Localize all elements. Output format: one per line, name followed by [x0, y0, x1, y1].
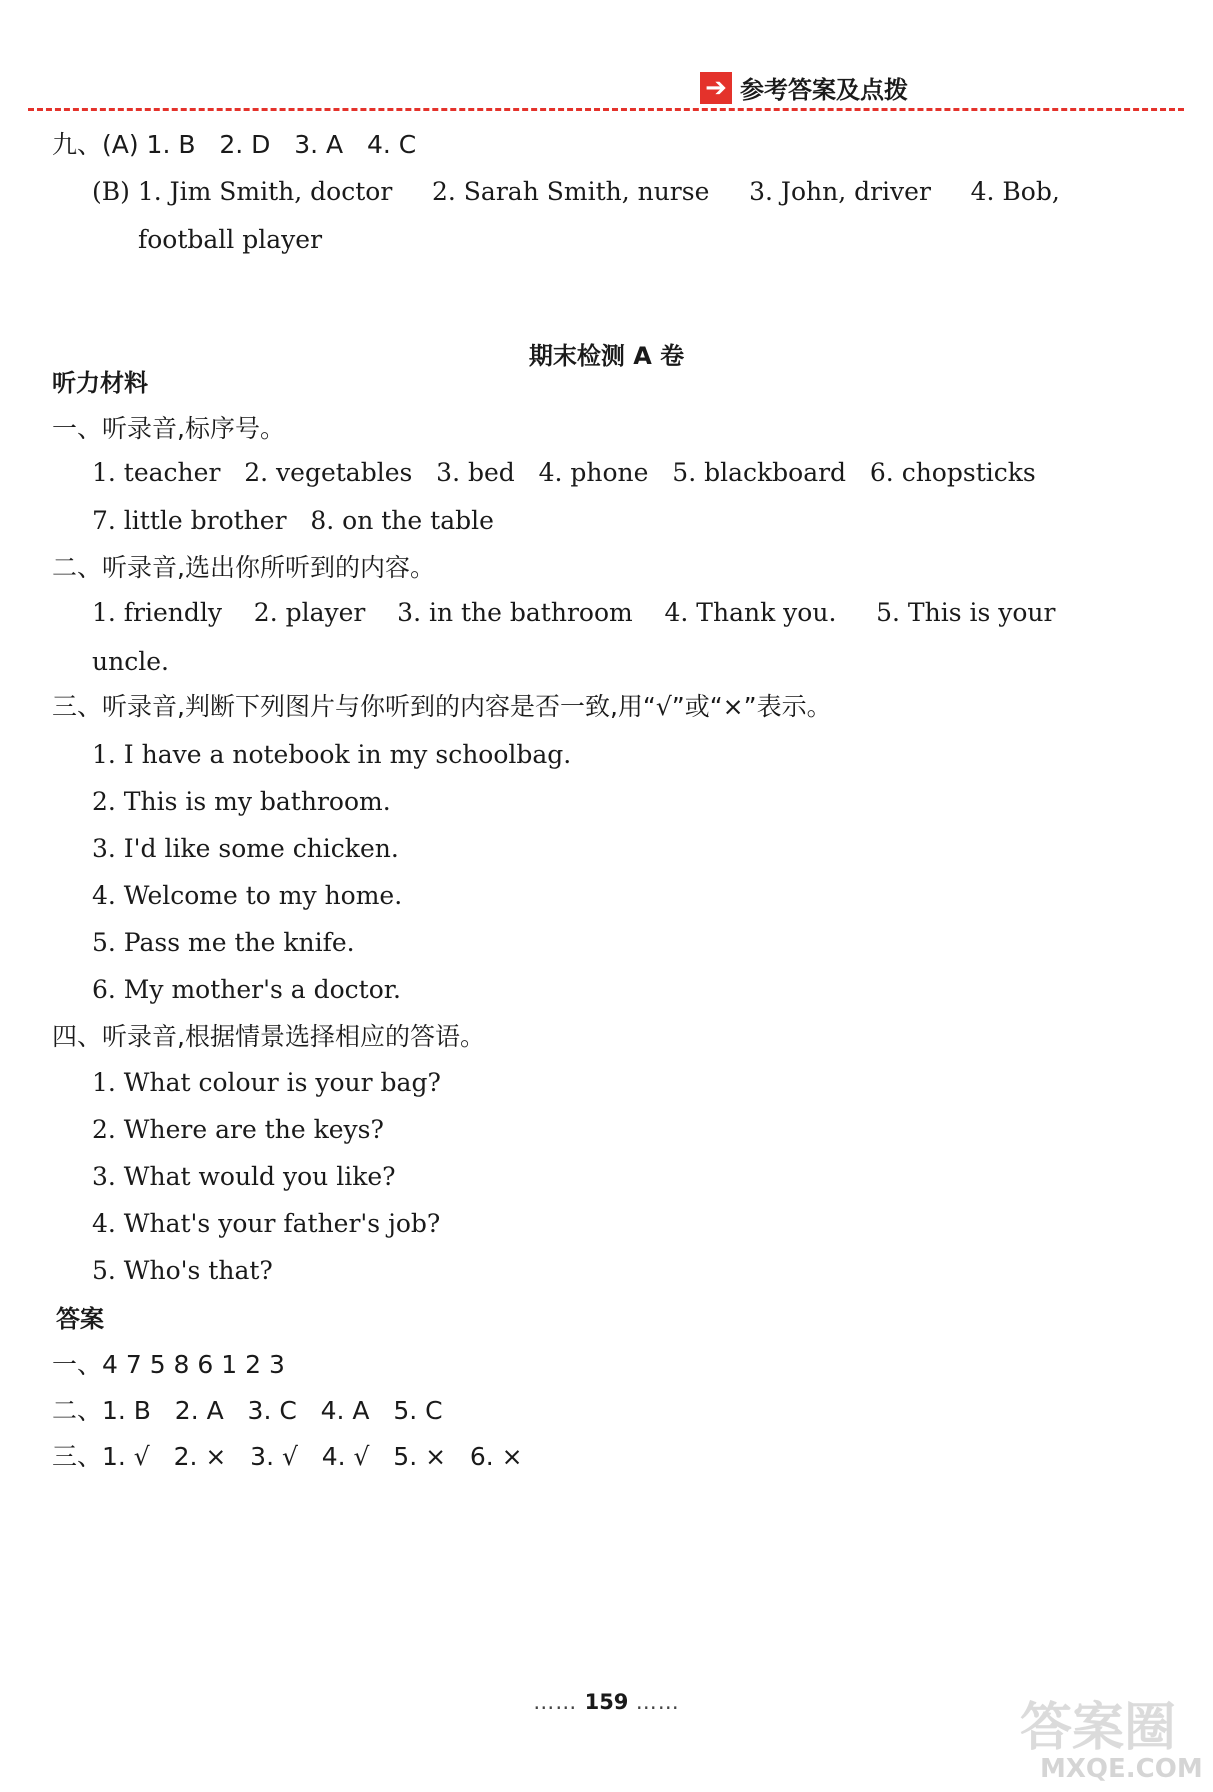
answers-heading: 答案: [56, 1305, 104, 1333]
top-answer-line-1: 九、(A) 1. B 2. D 3. A 4. C: [52, 130, 417, 159]
footer-dots-left: ……: [533, 1690, 578, 1714]
top-answer-line-3: football player: [138, 225, 323, 254]
part3-item: 6. My mother's a doctor.: [92, 975, 401, 1004]
part4-item: 5. Who's that?: [92, 1256, 273, 1285]
listening-heading: 听力材料: [52, 369, 148, 397]
page-header: [700, 70, 908, 105]
part4-item: 1. What colour is your bag?: [92, 1068, 441, 1097]
part2-title: 二、听录音,选出你所听到的内容。: [52, 553, 435, 582]
part3-item: 3. I'd like some chicken.: [92, 834, 399, 863]
part3-item: 5. Pass me the knife.: [92, 928, 355, 957]
watermark-url: MXQE.COM: [1040, 1754, 1203, 1784]
answer-line-3: 三、1. √ 2. × 3. √ 4. √ 5. × 6. ×: [52, 1442, 523, 1471]
part3-item: 1. I have a notebook in my schoolbag.: [92, 740, 572, 769]
part4-item: 4. What's your father's job?: [92, 1209, 441, 1238]
arrow-icon: ➔: [700, 72, 732, 104]
watermark-logo: 答案圈: [1020, 1698, 1177, 1758]
part4-item: 2. Where are the keys?: [92, 1115, 384, 1144]
part4-title: 四、听录音,根据情景选择相应的答语。: [52, 1022, 485, 1051]
part3-title: 三、听录音,判断下列图片与你听到的内容是否一致,用“√”或“×”表示。: [52, 692, 832, 721]
part3-item: 4. Welcome to my home.: [92, 881, 403, 910]
part2-line-2: uncle.: [92, 647, 169, 676]
part3-item: 2. This is my bathroom.: [92, 787, 391, 816]
top-answer-line-2: (B) 1. Jim Smith, doctor 2. Sarah Smith, nurse 3. John, driver 4. Bob,: [92, 177, 1060, 206]
part1-line-2: 7. little brother 8. on the table: [92, 506, 494, 535]
part2-line-1: 1. friendly 2. player 3. in the bathroom 4. Thank you. 5. This is your: [92, 598, 1056, 627]
header-divider: [28, 108, 1184, 111]
section-title: 期末检测 A 卷: [528, 342, 685, 370]
part1-title: 一、听录音,标序号。: [52, 414, 285, 443]
answer-line-1: 一、4 7 5 8 6 1 2 3: [52, 1350, 285, 1379]
header-title: 参考答案及点拨: [740, 76, 908, 104]
footer-dots-right: ……: [635, 1690, 680, 1714]
part4-item: 3. What would you like?: [92, 1162, 396, 1191]
answer-line-2: 二、1. B 2. A 3. C 4. A 5. C: [52, 1396, 443, 1425]
part1-line-1: 1. teacher 2. vegetables 3. bed 4. phone 5. blackboard 6. chopsticks: [92, 458, 1036, 487]
page-number: 159: [584, 1690, 629, 1714]
